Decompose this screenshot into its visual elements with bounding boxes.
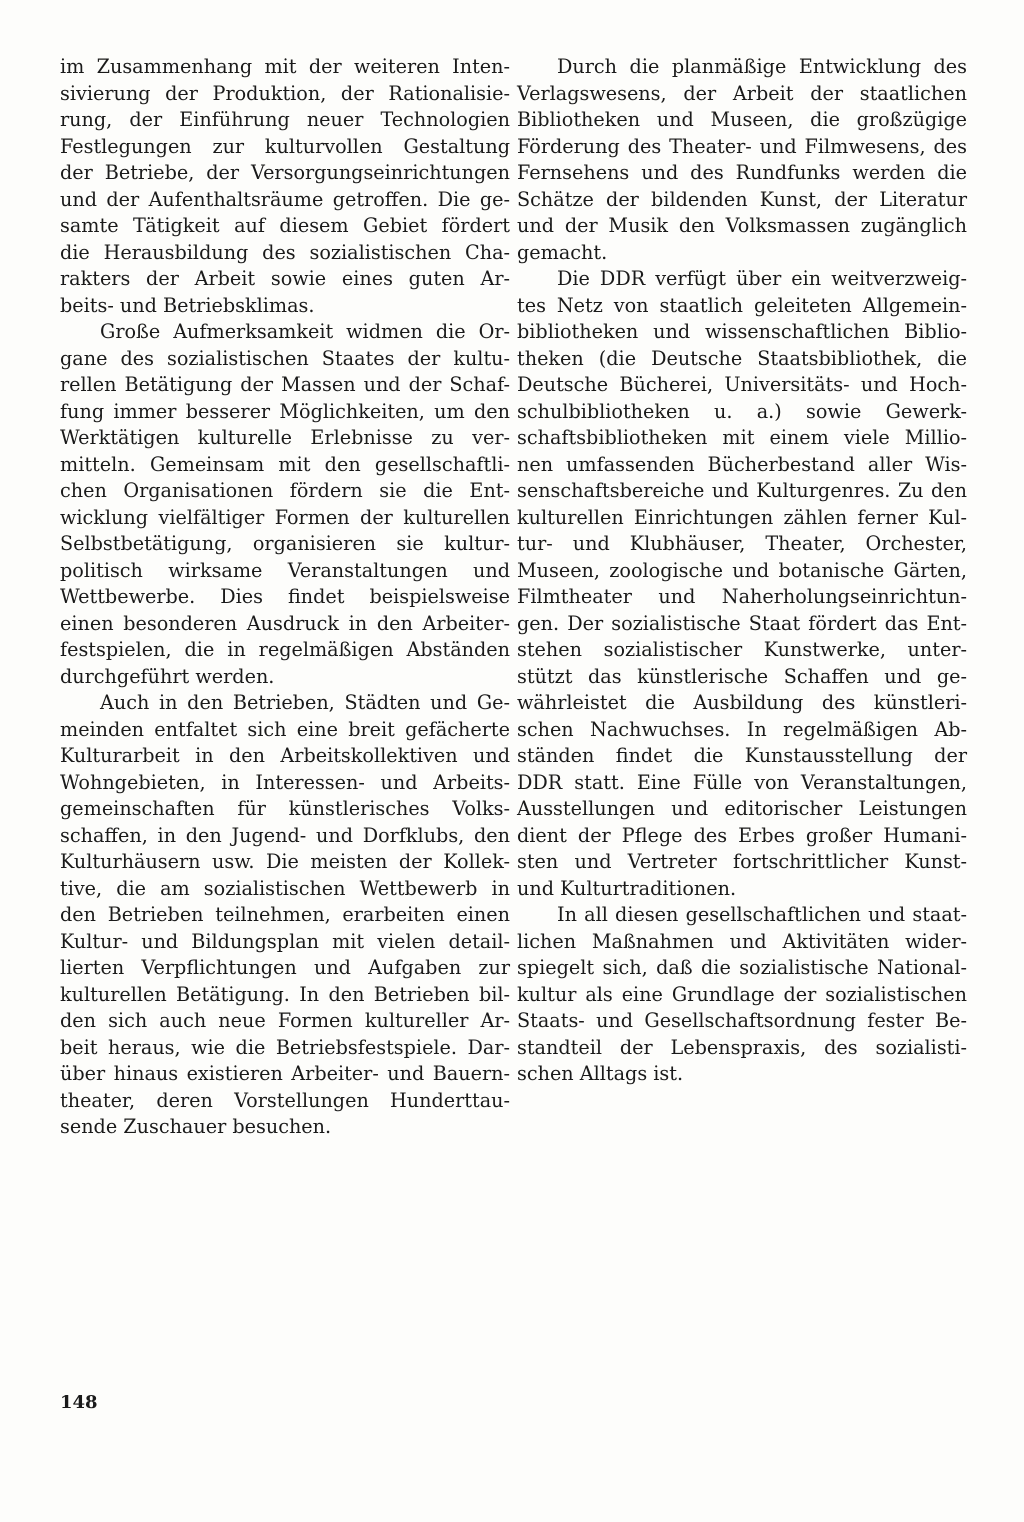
- text-line: im Zusammenhang mit der weiteren Inten-: [60, 55, 510, 78]
- text-line: gen. Der sozialistische Staat fördert das Ent-: [517, 611, 967, 635]
- text-line: festspielen, die in regelmäßigen Abständen: [60, 638, 510, 661]
- text-line: DDR statt. Eine Fülle von Veranstaltungen,: [517, 770, 967, 794]
- text-line: gemeinschaften für künstlerisches Volks-: [60, 797, 510, 820]
- text-line: sten und Vertreter fortschrittlicher Kunst-: [517, 850, 967, 873]
- text-line: theken (die Deutsche Staatsbibliothek, die: [517, 346, 967, 370]
- left-paragraph-2: [60, 319, 510, 690]
- right-paragraph-3: [517, 902, 967, 1088]
- text-line: Verlagswesens, der Arbeit der staatlichen: [517, 81, 967, 105]
- text-line: stehen sozialistischer Kunstwerke, unter-: [517, 638, 967, 661]
- text-line: rellen Betätigung der Massen und der Schaf-: [60, 373, 510, 396]
- text-line: schaffen, in den Jugend- und Dorfklubs, den: [60, 823, 510, 847]
- text-line: Die DDR verfügt über ein weitverzweig-: [557, 267, 967, 290]
- right-paragraph-1: [517, 54, 967, 266]
- text-line: wicklung vielfältiger Formen der kulturellen: [60, 505, 510, 529]
- text-line: und Kulturtraditionen.: [517, 876, 737, 900]
- text-line: tur- und Klubhäuser, Theater, Orchester,: [517, 532, 967, 555]
- text-line: nen umfassenden Bücherbestand aller Wis-: [517, 452, 967, 476]
- text-line: Kulturhäusern usw. Die meisten der Kollek-: [60, 850, 510, 873]
- text-line: Auch in den Betrieben, Städten und Ge-: [100, 691, 510, 714]
- text-line: Kulturarbeit in den Arbeitskollektiven und: [60, 744, 510, 767]
- text-line: standteil der Lebenspraxis, des sozialisti-: [517, 1035, 967, 1059]
- text-line: Festlegungen zur kulturvollen Gestaltung: [60, 134, 510, 158]
- text-line: der Betriebe, der Versorgungseinrichtungen: [60, 161, 510, 184]
- text-line: gane des sozialistischen Staates der kultu-: [60, 346, 510, 370]
- text-line: Staats- und Gesellschaftsordnung fester Be-: [517, 1009, 967, 1032]
- text-line: sivierung der Produktion, der Rationalisie-: [60, 81, 510, 105]
- text-line: Deutsche Bücherei, Universitäts- und Hoch-: [517, 373, 967, 396]
- text-line: Wettbewerbe. Dies findet beispielsweise: [60, 585, 510, 608]
- text-line: kultur als eine Grundlage der sozialistischen: [517, 982, 967, 1006]
- text-line: Bibliotheken und Museen, die großzügige: [517, 108, 967, 131]
- text-line: chen Organisationen fördern sie die Ent-: [60, 479, 510, 502]
- text-line: Fernsehens und des Rundfunks werden die: [517, 161, 967, 184]
- text-line: Kultur- und Bildungsplan mit vielen detail-: [60, 929, 510, 953]
- text-line: In all diesen gesellschaftlichen und staat-: [557, 903, 967, 926]
- text-line: die Herausbildung des sozialistischen Cha-: [60, 240, 510, 264]
- text-line: politisch wirksame Veranstaltungen und: [60, 558, 510, 582]
- text-line: Werktätigen kulturelle Erlebnisse zu ver-: [60, 426, 510, 449]
- text-line: einen besonderen Ausdruck in den Arbeiter-: [60, 611, 510, 635]
- text-line: lichen Maßnahmen und Aktivitäten wider-: [517, 929, 967, 953]
- text-line: dient der Pflege des Erbes großer Humani-: [517, 823, 967, 847]
- right-paragraph-2: [517, 266, 967, 902]
- right-column: [517, 54, 967, 1088]
- text-line: Große Aufmerksamkeit widmen die Or-: [100, 320, 510, 343]
- text-line: kulturellen Betätigung. In den Betrieben bil-: [60, 982, 510, 1006]
- text-line: samte Tätigkeit auf diesem Gebiet fördert: [60, 214, 510, 237]
- text-line: lierten Verpflichtungen und Aufgaben zur: [60, 956, 510, 979]
- text-line: Durch die planmäßige Entwicklung des: [557, 55, 967, 78]
- text-line: Filmtheater und Naherholungseinrichtun-: [517, 585, 967, 608]
- text-line: theater, deren Vorstellungen Hunderttau-: [60, 1088, 510, 1112]
- text-line: und der Musik den Volksmassen zugänglich: [517, 214, 967, 237]
- text-line: bibliotheken und wissenschaftlichen Biblio-: [517, 320, 967, 343]
- text-line: ständen findet die Kunstausstellung der: [517, 744, 967, 767]
- text-line: tes Netz von staatlich geleiteten Allgemein-: [517, 293, 967, 317]
- text-line: Schätze der bildenden Kunst, der Literatur: [517, 187, 967, 211]
- text-line: durchgeführt werden.: [60, 664, 275, 688]
- text-line: senschaftsbereiche und Kulturgenres. Zu den: [517, 479, 967, 502]
- text-line: Wohngebieten, in Interessen- und Arbeits-: [60, 770, 510, 794]
- text-line: gemacht.: [517, 240, 608, 264]
- text-line: beits- und Betriebsklimas.: [60, 293, 315, 317]
- text-line: Förderung des Theater- und Filmwesens, des: [517, 134, 967, 158]
- text-line: den sich auch neue Formen kultureller Ar-: [60, 1009, 510, 1032]
- text-line: schen Alltags ist.: [517, 1062, 684, 1085]
- text-line: beit heraus, wie die Betriebsfestspiele. Dar-: [60, 1035, 510, 1059]
- text-line: rung, der Einführung neuer Technologien: [60, 108, 510, 131]
- text-line: sende Zuschauer besuchen.: [60, 1115, 332, 1138]
- text-line: Ausstellungen und editorischer Leistungen: [517, 797, 967, 820]
- left-paragraph-1: [60, 54, 510, 319]
- text-line: kulturellen Einrichtungen zählen ferner Kul-: [517, 505, 967, 529]
- text-line: schen Nachwuchses. In regelmäßigen Ab-: [517, 717, 967, 741]
- text-line: den Betrieben teilnehmen, erarbeiten einen: [60, 903, 510, 926]
- text-line: tive, die am sozialistischen Wettbewerb in: [60, 876, 510, 900]
- text-line: über hinaus existieren Arbeiter- und Bauern-: [60, 1062, 510, 1085]
- text-line: spiegelt sich, daß die sozialistische National-: [517, 956, 967, 979]
- text-line: Selbstbetätigung, organisieren sie kultur-: [60, 532, 510, 555]
- text-line: und der Aufenthaltsräume getroffen. Die ge-: [60, 187, 510, 211]
- text-line: fung immer besserer Möglichkeiten, um den: [60, 399, 510, 423]
- left-paragraph-3: [60, 690, 510, 1141]
- text-line: stützt das künstlerische Schaffen und ge-: [517, 664, 967, 688]
- page-number: 148: [60, 1392, 98, 1413]
- text-line: schulbibliotheken u. a.) sowie Gewerk-: [517, 399, 967, 423]
- text-line: meinden entfaltet sich eine breit gefächerte: [60, 717, 510, 741]
- text-line: währleistet die Ausbildung des künstleri-: [517, 691, 967, 714]
- text-line: rakters der Arbeit sowie eines guten Ar-: [60, 267, 510, 290]
- text-line: mitteln. Gemeinsam mit den gesellschaftli-: [60, 452, 510, 476]
- left-column: [60, 54, 510, 1141]
- text-line: Museen, zoologische und botanische Gärten,: [517, 558, 967, 582]
- text-line: schaftsbibliotheken mit einem viele Millio-: [517, 426, 967, 449]
